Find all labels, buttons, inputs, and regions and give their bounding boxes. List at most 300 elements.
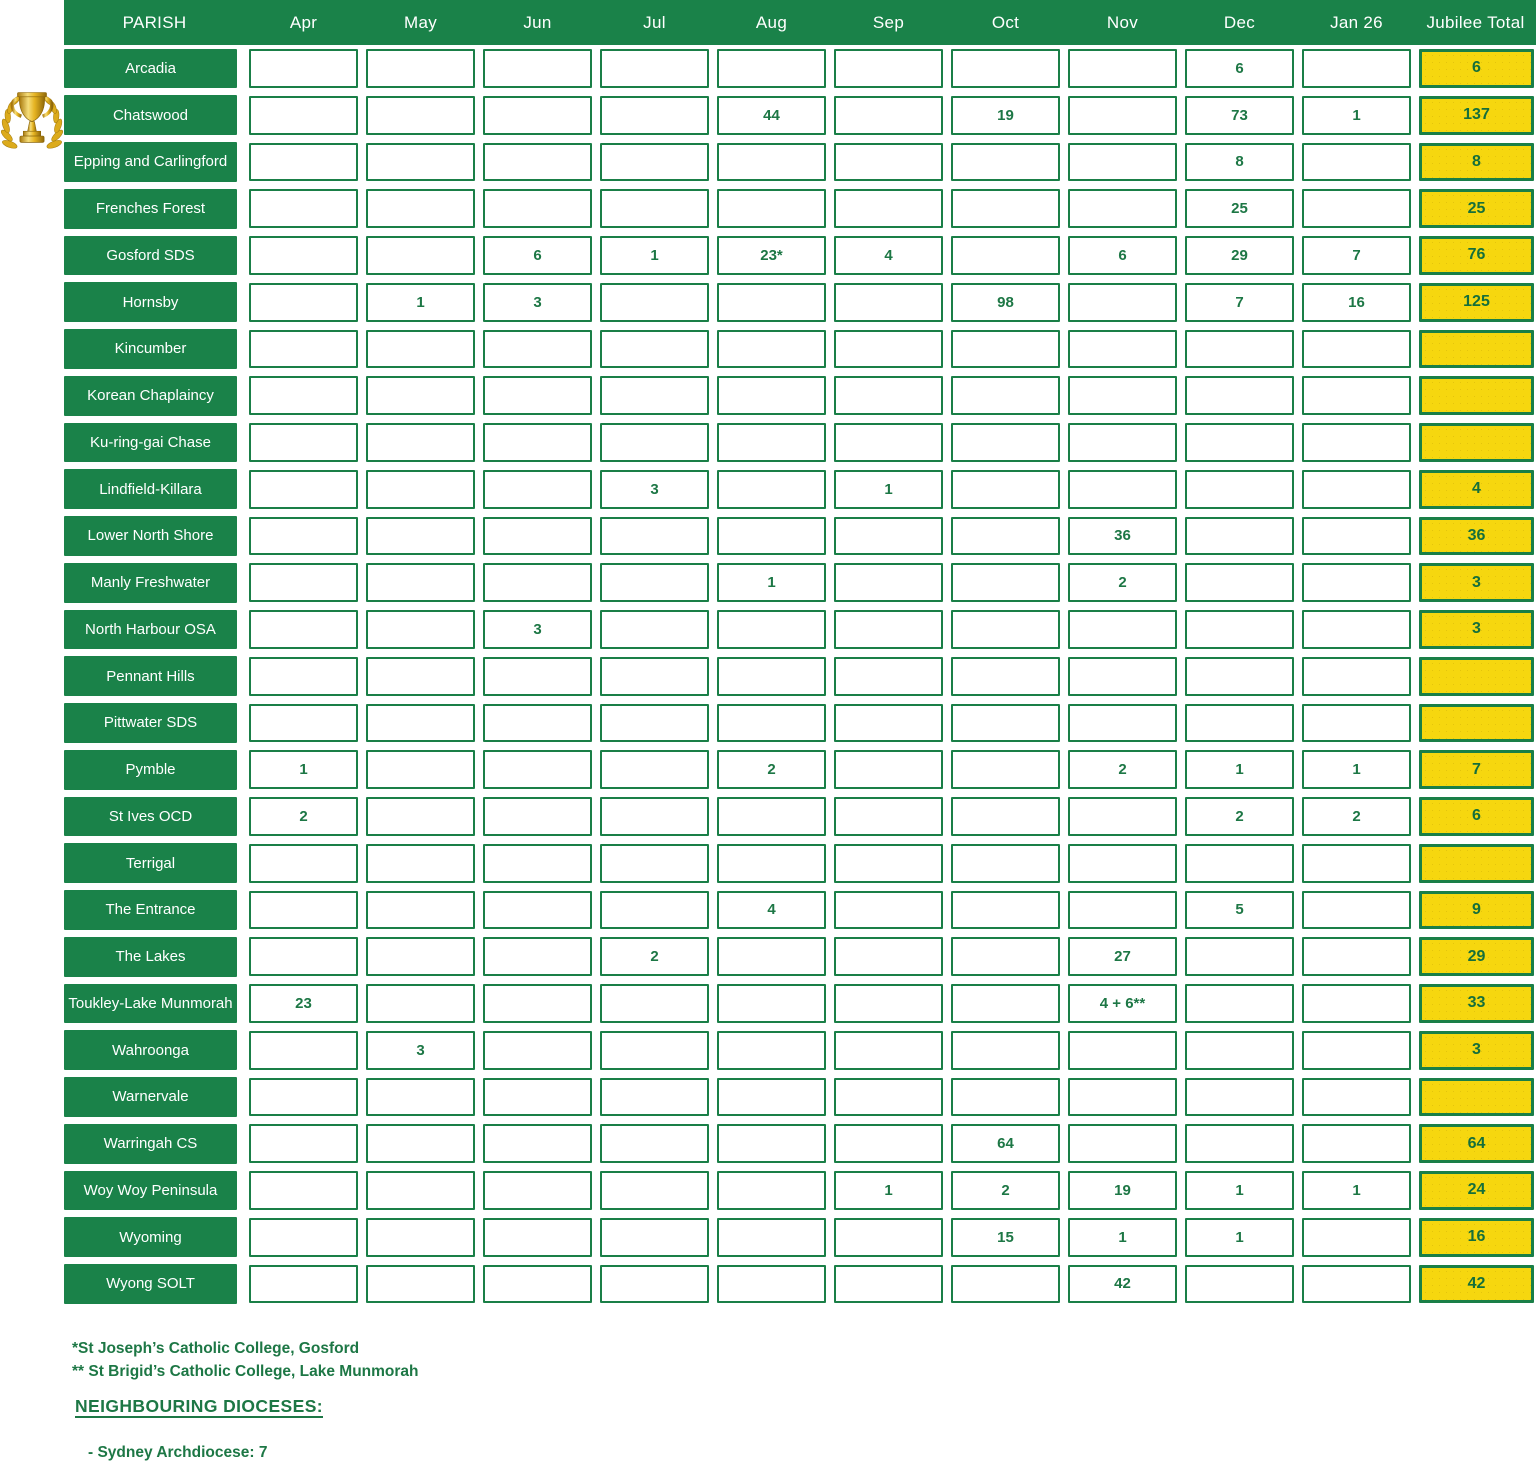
month-cell — [1302, 704, 1411, 743]
month-cell: 27 — [1068, 937, 1177, 976]
table-row — [64, 372, 1536, 419]
month-cell — [249, 844, 358, 883]
month-cell: 3 — [366, 1031, 475, 1070]
table-row — [64, 466, 1536, 513]
month-cell — [600, 330, 709, 369]
month-cell — [366, 49, 475, 88]
column-header-sep: Sep — [872, 12, 905, 32]
trophy-icon — [1, 84, 63, 162]
month-cell — [366, 657, 475, 696]
column-header-aug: Aug — [755, 12, 788, 32]
table-row — [64, 887, 1536, 934]
month-cell: 19 — [951, 96, 1060, 135]
month-cell — [1068, 143, 1177, 182]
month-cell: 4 — [834, 236, 943, 275]
month-cell — [951, 704, 1060, 743]
month-cell — [1068, 470, 1177, 509]
month-cell: 8 — [1185, 143, 1294, 182]
month-cell — [600, 49, 709, 88]
month-cell — [366, 517, 475, 556]
month-cell — [1302, 143, 1411, 182]
month-cell: 2 — [1302, 797, 1411, 836]
month-cell — [483, 143, 592, 182]
month-cell — [834, 844, 943, 883]
month-cell — [834, 330, 943, 369]
month-cell — [834, 49, 943, 88]
table-row — [64, 653, 1536, 700]
month-cell — [366, 750, 475, 789]
column-header-parish: PARISH — [122, 12, 187, 32]
month-cell — [483, 891, 592, 930]
month-cell: 5 — [1185, 891, 1294, 930]
month-cell — [1302, 1124, 1411, 1163]
month-cell — [1068, 189, 1177, 228]
month-cell — [951, 750, 1060, 789]
parish-label: Warnervale — [64, 1077, 237, 1117]
month-cell — [951, 189, 1060, 228]
month-cell: 7 — [1185, 283, 1294, 322]
month-cell — [249, 49, 358, 88]
month-cell — [1068, 657, 1177, 696]
month-cell: 1 — [1302, 750, 1411, 789]
month-cell — [717, 797, 826, 836]
month-cell — [717, 844, 826, 883]
month-cell — [717, 1078, 826, 1117]
month-cell — [1068, 330, 1177, 369]
month-cell: 1 — [834, 1171, 943, 1210]
month-cell — [366, 1078, 475, 1117]
month-cell — [366, 891, 475, 930]
month-cell — [249, 189, 358, 228]
month-cell — [717, 1124, 826, 1163]
month-cell — [483, 470, 592, 509]
month-cell — [1185, 1078, 1294, 1117]
month-cell — [1068, 1031, 1177, 1070]
month-cell: 1 — [834, 470, 943, 509]
column-header-oct: Oct — [991, 12, 1020, 32]
month-cell — [249, 1078, 358, 1117]
month-cell — [249, 283, 358, 322]
month-cell: 16 — [1302, 283, 1411, 322]
table-header-row — [64, 0, 1536, 45]
column-header-jubilee-total: Jubilee Total — [1426, 12, 1525, 32]
jubilee-total-cell: 33 — [1419, 984, 1534, 1023]
column-header-jul: Jul — [643, 12, 666, 32]
month-cell — [951, 517, 1060, 556]
month-cell — [600, 1171, 709, 1210]
month-cell — [366, 704, 475, 743]
table-row — [64, 840, 1536, 887]
month-cell — [717, 1031, 826, 1070]
month-cell — [1302, 1218, 1411, 1257]
month-cell — [834, 423, 943, 462]
month-cell — [366, 376, 475, 415]
month-cell — [834, 937, 943, 976]
month-cell — [717, 376, 826, 415]
table-row — [64, 1120, 1536, 1167]
month-cell — [600, 376, 709, 415]
month-cell — [600, 1218, 709, 1257]
jubilee-total-cell: 3 — [1419, 1031, 1534, 1070]
month-cell — [1302, 470, 1411, 509]
parish-label: Korean Chaplaincy — [64, 376, 237, 416]
parish-label: Gosford SDS — [64, 236, 237, 276]
month-cell — [483, 563, 592, 602]
jubilee-total-cell: 3 — [1419, 563, 1534, 602]
month-cell — [1185, 704, 1294, 743]
month-cell — [717, 470, 826, 509]
month-cell — [951, 1265, 1060, 1304]
month-cell — [249, 236, 358, 275]
month-cell — [951, 470, 1060, 509]
month-cell — [834, 610, 943, 649]
footnote-gosford: *St Joseph’s Catholic College, Gosford — [72, 1340, 360, 1357]
month-cell — [600, 657, 709, 696]
jubilee-total-cell: 8 — [1419, 143, 1534, 182]
month-cell — [366, 1265, 475, 1304]
month-cell: 2 — [249, 797, 358, 836]
month-cell — [834, 283, 943, 322]
jubilee-total-cell: 4 — [1419, 470, 1534, 509]
month-cell — [600, 1078, 709, 1117]
parish-label: Lower North Shore — [64, 516, 237, 556]
month-cell: 64 — [951, 1124, 1060, 1163]
month-cell — [1185, 1124, 1294, 1163]
jubilee-total-cell: 7 — [1419, 750, 1534, 789]
jubilee-total-cell: 125 — [1419, 283, 1534, 322]
month-cell — [249, 1171, 358, 1210]
month-cell — [834, 750, 943, 789]
footnotes — [72, 1337, 419, 1383]
month-cell — [834, 1124, 943, 1163]
month-cell: 4 — [717, 891, 826, 930]
jubilee-total-cell — [1419, 704, 1534, 743]
jubilee-total-cell — [1419, 376, 1534, 415]
month-cell — [951, 49, 1060, 88]
jubilee-total-cell — [1419, 330, 1534, 369]
month-cell: 1 — [1068, 1218, 1177, 1257]
month-cell — [366, 797, 475, 836]
parish-label: Toukley-Lake Munmorah — [64, 984, 237, 1024]
month-cell — [834, 657, 943, 696]
month-cell — [483, 96, 592, 135]
month-cell — [1302, 984, 1411, 1023]
table-row — [64, 746, 1536, 793]
parish-label: Pennant Hills — [64, 656, 237, 696]
month-cell — [1185, 517, 1294, 556]
month-cell — [1185, 1031, 1294, 1070]
month-cell — [483, 517, 592, 556]
month-cell — [249, 657, 358, 696]
month-cell — [249, 376, 358, 415]
month-cell — [1068, 891, 1177, 930]
jubilee-total-cell: 24 — [1419, 1171, 1534, 1210]
table-body — [64, 45, 1536, 1307]
table-row — [64, 232, 1536, 279]
month-cell — [600, 610, 709, 649]
month-cell — [483, 1265, 592, 1304]
table-row — [64, 1261, 1536, 1308]
month-cell — [600, 704, 709, 743]
month-cell — [483, 376, 592, 415]
month-cell — [834, 376, 943, 415]
jubilee-total-cell: 6 — [1419, 797, 1534, 836]
month-cell — [1302, 1265, 1411, 1304]
month-cell — [600, 283, 709, 322]
month-cell — [951, 563, 1060, 602]
parish-label: Lindfield-Killara — [64, 469, 237, 509]
month-cell — [366, 236, 475, 275]
month-cell — [834, 96, 943, 135]
jubilee-total-cell: 76 — [1419, 236, 1534, 275]
jubilee-total-cell — [1419, 1078, 1534, 1117]
month-cell — [834, 1031, 943, 1070]
parish-label: The Entrance — [64, 890, 237, 930]
table-row — [64, 1027, 1536, 1074]
jubilee-total-cell: 6 — [1419, 49, 1534, 88]
month-cell — [1302, 423, 1411, 462]
table-row — [64, 1167, 1536, 1214]
month-cell — [1068, 610, 1177, 649]
month-cell — [249, 470, 358, 509]
column-header-may: May — [403, 12, 438, 32]
parish-label: Chatswood — [64, 95, 237, 135]
jubilee-total-cell — [1419, 844, 1534, 883]
month-cell — [834, 1078, 943, 1117]
parish-label: Warringah CS — [64, 1124, 237, 1164]
month-cell — [366, 984, 475, 1023]
month-cell — [600, 750, 709, 789]
month-cell — [717, 704, 826, 743]
parish-label: Terrigal — [64, 843, 237, 883]
month-cell — [1302, 517, 1411, 556]
month-cell — [1185, 423, 1294, 462]
table-row — [64, 980, 1536, 1027]
parish-label: Manly Freshwater — [64, 563, 237, 603]
month-cell: 73 — [1185, 96, 1294, 135]
table-row — [64, 933, 1536, 980]
table-row — [64, 793, 1536, 840]
month-cell — [483, 189, 592, 228]
table-row — [64, 606, 1536, 653]
month-cell — [600, 517, 709, 556]
month-cell — [951, 657, 1060, 696]
month-cell: 15 — [951, 1218, 1060, 1257]
jubilee-total-cell: 25 — [1419, 189, 1534, 228]
month-cell: 3 — [600, 470, 709, 509]
month-cell — [1302, 1078, 1411, 1117]
parish-label: Pymble — [64, 750, 237, 790]
month-cell — [834, 1265, 943, 1304]
month-cell: 23 — [249, 984, 358, 1023]
month-cell: 1 — [1185, 750, 1294, 789]
month-cell — [249, 1218, 358, 1257]
month-cell — [249, 1265, 358, 1304]
month-cell — [1068, 376, 1177, 415]
month-cell — [366, 423, 475, 462]
month-cell: 7 — [1302, 236, 1411, 275]
month-cell — [1068, 423, 1177, 462]
table-row — [64, 513, 1536, 560]
month-cell: 3 — [483, 283, 592, 322]
month-cell — [600, 984, 709, 1023]
month-cell — [717, 984, 826, 1023]
month-cell — [483, 704, 592, 743]
month-cell — [1185, 937, 1294, 976]
month-cell — [834, 984, 943, 1023]
month-cell — [951, 143, 1060, 182]
table-row — [64, 92, 1536, 139]
month-cell — [249, 610, 358, 649]
month-cell — [834, 891, 943, 930]
month-cell — [1068, 283, 1177, 322]
month-cell — [249, 1031, 358, 1070]
month-cell — [717, 610, 826, 649]
parish-label: St Ives OCD — [64, 797, 237, 837]
parish-label: Pittwater SDS — [64, 703, 237, 743]
month-cell — [951, 937, 1060, 976]
month-cell — [1185, 1265, 1294, 1304]
month-cell: 2 — [951, 1171, 1060, 1210]
parish-label: The Lakes — [64, 937, 237, 977]
month-cell — [717, 657, 826, 696]
month-cell — [1185, 984, 1294, 1023]
month-cell — [600, 797, 709, 836]
table-row — [64, 1074, 1536, 1121]
month-cell — [366, 1124, 475, 1163]
month-cell — [1302, 49, 1411, 88]
month-cell — [1302, 937, 1411, 976]
parish-label: Frenches Forest — [64, 189, 237, 229]
month-cell: 25 — [1185, 189, 1294, 228]
jubilee-total-cell: 36 — [1419, 517, 1534, 556]
month-cell — [600, 423, 709, 462]
parish-label: Epping and Carlingford — [64, 142, 237, 182]
month-cell — [717, 283, 826, 322]
month-cell: 1 — [600, 236, 709, 275]
month-cell — [483, 1218, 592, 1257]
month-cell — [600, 189, 709, 228]
month-cell: 29 — [1185, 236, 1294, 275]
table-row — [64, 1214, 1536, 1261]
month-cell — [249, 143, 358, 182]
month-cell — [366, 189, 475, 228]
month-cell — [600, 1031, 709, 1070]
month-cell — [951, 330, 1060, 369]
month-cell: 1 — [1302, 96, 1411, 135]
month-cell — [483, 797, 592, 836]
month-cell — [483, 937, 592, 976]
month-cell — [717, 517, 826, 556]
month-cell — [366, 1218, 475, 1257]
month-cell: 1 — [1185, 1171, 1294, 1210]
month-cell: 1 — [1302, 1171, 1411, 1210]
month-cell: 6 — [483, 236, 592, 275]
month-cell: 2 — [600, 937, 709, 976]
month-cell — [951, 844, 1060, 883]
month-cell — [834, 797, 943, 836]
parish-label: Ku-ring-gai Chase — [64, 423, 237, 463]
month-cell — [600, 96, 709, 135]
month-cell: 1 — [366, 283, 475, 322]
parish-label: Arcadia — [64, 49, 237, 89]
month-cell — [1185, 470, 1294, 509]
month-cell — [483, 1078, 592, 1117]
month-cell — [1185, 610, 1294, 649]
month-cell — [600, 563, 709, 602]
month-cell — [1185, 376, 1294, 415]
month-cell: 42 — [1068, 1265, 1177, 1304]
month-cell — [1302, 1031, 1411, 1070]
month-cell — [1302, 189, 1411, 228]
month-cell — [951, 610, 1060, 649]
month-cell — [834, 563, 943, 602]
month-cell — [1302, 610, 1411, 649]
month-cell — [366, 844, 475, 883]
month-cell — [717, 1171, 826, 1210]
month-cell — [249, 423, 358, 462]
month-cell — [483, 750, 592, 789]
month-cell — [951, 423, 1060, 462]
jubilee-total-cell: 137 — [1419, 96, 1534, 135]
month-cell: 1 — [717, 563, 826, 602]
month-cell — [366, 563, 475, 602]
month-cell — [951, 1078, 1060, 1117]
month-cell — [483, 984, 592, 1023]
month-cell — [483, 1031, 592, 1070]
month-cell: 36 — [1068, 517, 1177, 556]
jubilee-total-cell: 64 — [1419, 1124, 1534, 1163]
jubilee-total-cell: 3 — [1419, 610, 1534, 649]
month-cell — [717, 1265, 826, 1304]
month-cell — [249, 891, 358, 930]
column-header-nov: Nov — [1106, 12, 1139, 32]
month-cell — [483, 49, 592, 88]
table-row — [64, 279, 1536, 326]
column-header-apr: Apr — [289, 12, 318, 32]
month-cell — [1302, 657, 1411, 696]
month-cell — [1302, 844, 1411, 883]
month-cell — [717, 423, 826, 462]
month-cell — [366, 330, 475, 369]
month-cell — [483, 657, 592, 696]
month-cell: 98 — [951, 283, 1060, 322]
month-cell: 1 — [249, 750, 358, 789]
month-cell — [366, 937, 475, 976]
month-cell: 3 — [483, 610, 592, 649]
month-cell — [717, 937, 826, 976]
month-cell — [483, 1124, 592, 1163]
parish-label: Woy Woy Peninsula — [64, 1171, 237, 1211]
neighbouring-dioceses-heading: NEIGHBOURING DIOCESES: — [75, 1396, 323, 1416]
month-cell — [483, 844, 592, 883]
month-cell — [1302, 563, 1411, 602]
month-cell: 19 — [1068, 1171, 1177, 1210]
month-cell — [1068, 96, 1177, 135]
month-cell: 2 — [1185, 797, 1294, 836]
parish-label: Hornsby — [64, 282, 237, 322]
month-cell: 1 — [1185, 1218, 1294, 1257]
month-cell — [483, 1171, 592, 1210]
table-row — [64, 326, 1536, 373]
month-cell — [717, 189, 826, 228]
table-row — [64, 559, 1536, 606]
jubilee-total-cell: 16 — [1419, 1218, 1534, 1257]
table-row — [64, 185, 1536, 232]
month-cell — [834, 704, 943, 743]
footnote-lake-munmorah: ** St Brigid’s Catholic College, Lake Munmorah — [72, 1363, 419, 1380]
jubilee-total-cell: 42 — [1419, 1265, 1534, 1304]
